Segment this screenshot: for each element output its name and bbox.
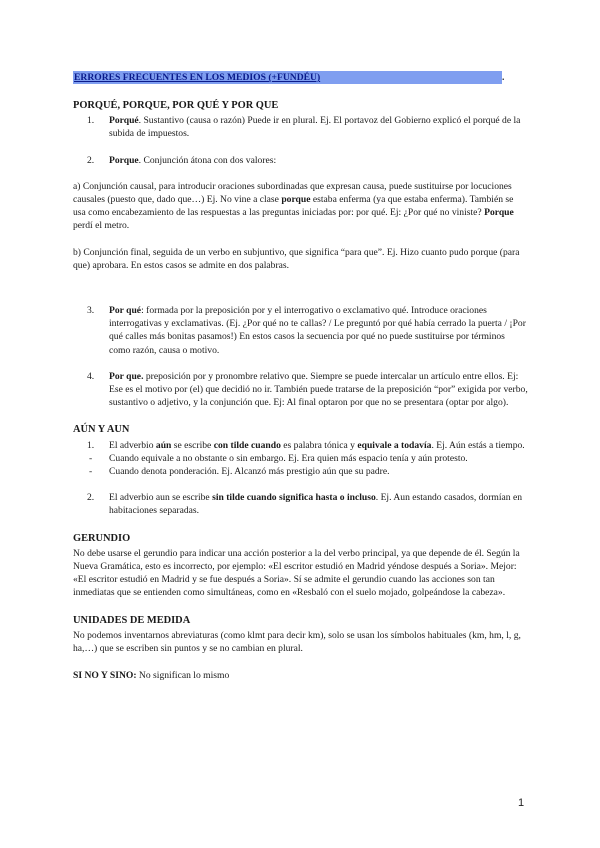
list-text xyxy=(109,370,528,410)
term-bold: Por qué xyxy=(109,305,142,317)
title-row xyxy=(73,71,528,85)
paragraph-causal xyxy=(73,180,528,233)
text-run: No significan lo mismo xyxy=(136,670,230,682)
text-run: . Ej. Aún estás a tiempo. xyxy=(431,439,525,451)
section-heading-sino: SI NO Y SINO: xyxy=(73,670,137,682)
document-title: ERRORES FRECUENTES EN LOS MEDIOS (+FUNDÉU) xyxy=(73,71,502,84)
list-number: 4. xyxy=(87,370,95,382)
term-bold: Por que. xyxy=(109,370,144,382)
dash-bullet: - xyxy=(89,452,93,464)
text-run: es palabra tónica y xyxy=(280,439,358,451)
dash-text: Cuando denota ponderación. Ej. Alcanzó más prestigio aún que su padre. xyxy=(109,466,390,478)
text-bold: con tilde cuando xyxy=(213,439,281,451)
paragraph-si-no xyxy=(73,669,528,682)
section-heading-unidades: UNIDADES DE MEDIDA xyxy=(73,614,191,626)
list-item-aun-sin-tilde xyxy=(73,491,528,517)
term-bold: Porqué xyxy=(109,115,139,127)
list-item-porque-conj xyxy=(73,154,528,167)
dash-bullet: - xyxy=(89,466,93,478)
list-text xyxy=(109,304,528,357)
list-item-porque-noun xyxy=(73,114,528,140)
document-body xyxy=(73,71,528,683)
list-number: 1. xyxy=(87,115,95,127)
dash-item-no-obstante xyxy=(73,452,528,465)
term-desc: : formada por la preposición por y el interrogativo o exclamativo qué. Introduce oraciones interrogativas y exclamativas. (Ej. ¿Por qué no te callas? / Le preguntó por qué había cerrado la puerta / ¡Por qué calles más bonitas pasamos!) En estos casos la secuencia por qué no puede sustituirse por términos como razón, causa o motivo. xyxy=(109,305,526,356)
text-run: El adverbio xyxy=(109,439,156,451)
section-heading-porque: PORQUÉ, PORQUE, POR QUÉ Y POR QUE xyxy=(73,100,279,111)
text-run: perdí el metro. xyxy=(73,220,130,232)
list-number: 2. xyxy=(87,492,95,504)
text-bold: equivale a todavía xyxy=(357,439,432,451)
text-run: . Ej. Aun estando casados, dormían en habitaciones separadas. xyxy=(109,492,523,517)
text-run: a) Conjunción causal, para introducir oraciones subordinadas que expresan causa, puede sustituirse por locuciones causales (puesto que, dado que…) Ej. No vine a clase xyxy=(73,180,512,206)
text-bold: aún xyxy=(155,439,172,451)
term-desc: . Sustantivo (causa o razón) Puede ir en plural. Ej. El portavoz del Gobierno explicó el porqué de la subida de impuestos. xyxy=(109,115,521,140)
list-item-por-que-relative xyxy=(73,370,528,410)
list-text xyxy=(109,114,528,140)
dash-text: Cuando equivale a no obstante o sin embargo. Ej. Era quien más espacio tenía y aún protesto. xyxy=(109,452,468,464)
list-text xyxy=(109,491,528,517)
page-number: 1 xyxy=(518,797,525,809)
term-desc: preposición por y pronombre relativo que. Siempre se puede intercalar un artículo entre ellos. Ej: Ese es el motivo por (el) que decidió no ir. También puede tratarse de la preposición “por” exigida por verbo, sustantivo o adjetivo, y la conjunción que. Ej: Al final optaron por que no se presentara (optar por algo). xyxy=(109,370,528,409)
text-bold: Porque xyxy=(484,207,514,219)
paragraph-gerundio: No debe usarse el gerundio para indicar una acción posterior a la del verbo principal, ya que depende de él. Según la Nueva Gramática, esto es incorrecto, por ejemplo: «El escritor estudió en Madrid yéndose después a Soria». Mejor: «El escritor estudió en Madrid y se fue después a Soria». Sí se admite el gerundio cuando las acciones son tan inmediatas que se entienden como simultáneas, como en «Resbaló con el suelo mojado, golpeándose la cabeza». xyxy=(73,547,520,599)
paragraph-final: b) Conjunción final, seguida de un verbo en subjuntivo, que significa “para que”. Ej. Hizo cuanto pudo porque (para que) aprobara. En estos casos se admite en dos palabras. xyxy=(73,246,520,271)
list-number: 1. xyxy=(87,439,95,451)
text-run: se escribe xyxy=(171,439,214,451)
section-heading-aun: AÚN Y AUN xyxy=(73,424,130,436)
text-bold: sin tilde cuando significa hasta o incluso xyxy=(212,492,376,504)
list-number: 3. xyxy=(87,305,95,317)
term-bold: Porque xyxy=(109,154,139,166)
text-bold: porque xyxy=(281,194,311,206)
dash-item-ponderacion xyxy=(73,465,528,478)
list-item-por-que-interrog xyxy=(73,304,528,357)
list-text xyxy=(109,154,528,167)
section-heading-gerundio: GERUNDIO xyxy=(73,532,131,544)
paragraph-unidades: No podemos inventarnos abreviaturas (como klmt para decir km), solo se usan los símbolos habituales (km, hm, l, g, ha,…) que se escriben sin puntos y se no cambian en plural. xyxy=(73,629,521,655)
text-run: El adverbio aun se escribe xyxy=(109,492,213,504)
list-text xyxy=(109,439,528,452)
list-number: 2. xyxy=(87,154,95,166)
text-run: estaba enferma (ya que estaba enferma). También se usa como encabezamiento de las respuestas a las preguntas iniciadas por: por qué. Ej: ¿Por qué no viniste? xyxy=(73,194,514,219)
term-desc: . Conjunción átona con dos valores: xyxy=(138,154,277,166)
title-period: . xyxy=(502,72,505,83)
list-item-aun-tilde xyxy=(73,439,528,452)
